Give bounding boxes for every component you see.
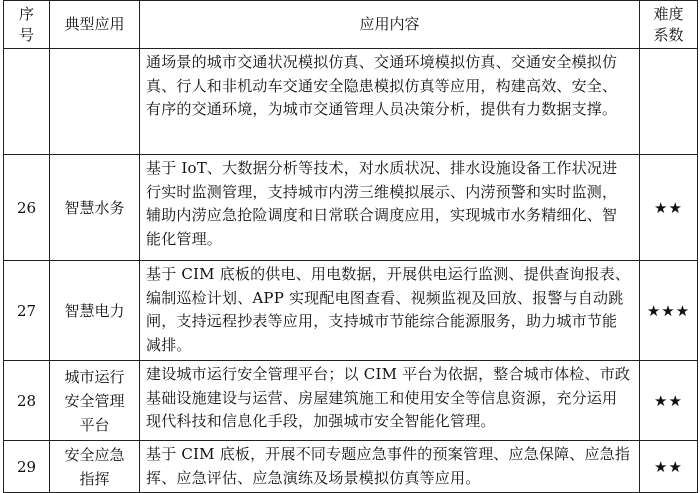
row-index: 28: [4, 361, 50, 441]
header-index-text: 序 号: [18, 4, 34, 44]
row-difficulty: ★★: [640, 361, 698, 441]
table-row: [4, 155, 698, 261]
row-app: [50, 155, 140, 261]
row-difficulty: ★★: [640, 155, 698, 261]
table-header-row: [4, 1, 698, 49]
row-difficulty: ★★: [640, 441, 698, 493]
header-difficulty-text: 难度 系数: [653, 4, 684, 44]
row-index: 26: [4, 155, 50, 261]
row-content: 基于 CIM 底板，开展不同专题应急事件的预案管理、应急保障、应急指挥、应急评估、应急演练及场景模拟仿真等应用。: [140, 441, 640, 493]
row-content: 基于 CIM 底板的供电、用电数据，开展供电运行监测、提供查询报表、编制巡检计划、APP 实现配电图查看、视频监视及回放、报警与自动跳闸，支持远程抄表等应用，支持城市节能综合能源服务，助力城市节能减排。: [140, 261, 640, 361]
table-row: [4, 49, 698, 155]
table-row: [4, 441, 698, 493]
row-index: [4, 49, 50, 155]
table-row: [4, 361, 698, 441]
header-index: [4, 1, 50, 49]
row-difficulty: [640, 49, 698, 155]
row-app: [50, 441, 140, 493]
row-index: 29: [4, 441, 50, 493]
row-app-text: 智慧电力: [64, 301, 125, 320]
row-content: 建设城市运行安全管理平台；以 CIM 平台为依据，整合城市体检、市政基础设施建设与运营、房屋建筑施工和使用安全等信息资源，充分运用现代科技和信息化手段，加强城市安全智能化管理。: [140, 361, 640, 441]
row-app: [50, 261, 140, 361]
table-row: [4, 261, 698, 361]
row-app-text: 智慧水务: [64, 198, 125, 217]
row-index: 27: [4, 261, 50, 361]
row-content: 通场景的城市交通状况模拟仿真、交通环境模拟仿真、交通安全模拟仿真、行人和非机动车交通安全隐患模拟仿真等应用，构建高效、安全、有序的交通环境，为城市交通管理人员决策分析，提供有力数据支撑。: [140, 49, 640, 155]
header-app: 典型应用: [50, 1, 140, 49]
row-app: [50, 361, 140, 441]
row-difficulty: ★★★: [640, 261, 698, 361]
row-app: [50, 49, 140, 155]
row-app-text: 城市运行 安全管理 平台: [64, 367, 125, 434]
header-difficulty: [640, 1, 698, 49]
application-table: [3, 0, 698, 493]
row-app-text: 安全应急 指挥: [64, 445, 125, 488]
row-content: 基于 IoT、大数据分析等技术，对水质状况、排水设施设备工作状况进行实时监测管理，支持城市内涝三维模拟展示、内涝预警和实时监测，辅助内涝应急抢险调度和日常联合调度应用，实现城市水务精细化、智能化管理。: [140, 155, 640, 261]
header-content: 应用内容: [140, 1, 640, 49]
